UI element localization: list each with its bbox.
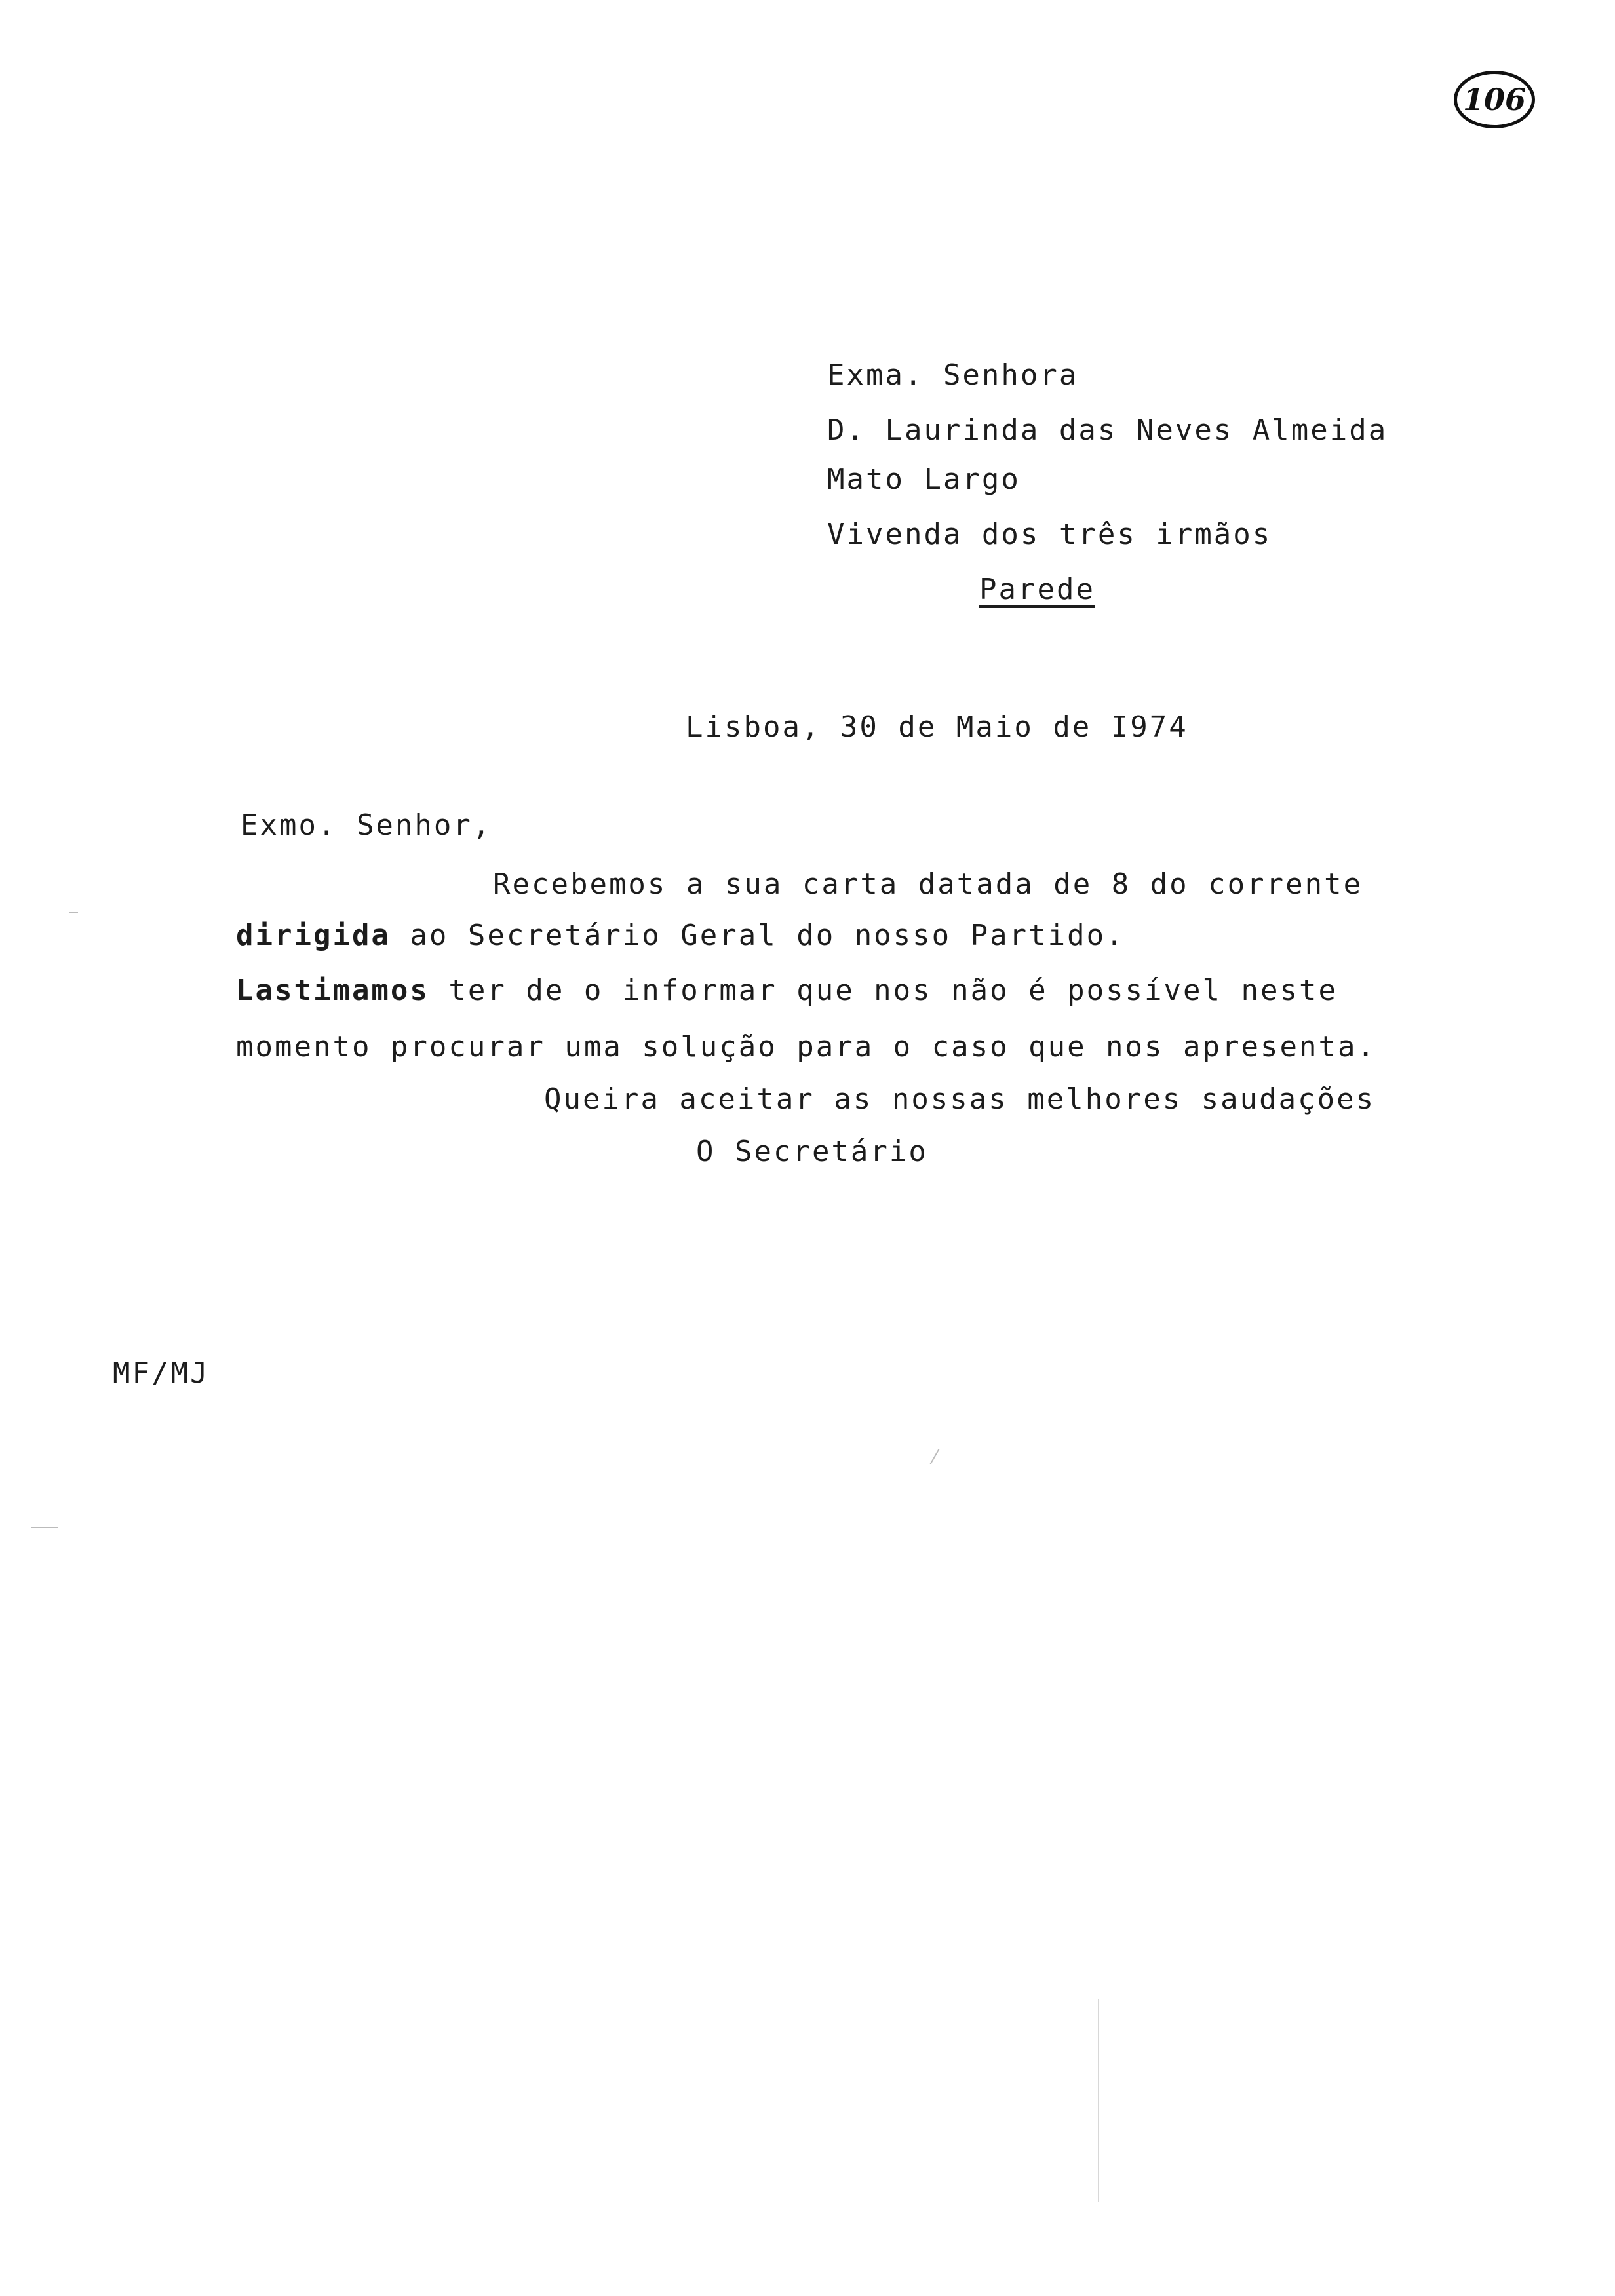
scan-mark xyxy=(69,912,78,913)
body-line-4: momento procurar uma solução para o caso que nos apresenta. xyxy=(236,1030,1376,1063)
body-line-5: Queira aceitar as nossas melhores saudações xyxy=(544,1082,1376,1116)
greeting: Exmo. Senhor, xyxy=(241,809,492,842)
page-number-stamp: 106 xyxy=(1454,71,1535,128)
scan-mark xyxy=(1098,1999,1099,2202)
body-line-2-rest: ao Secretário Geral do nosso Partido. xyxy=(390,919,1125,952)
scan-mark xyxy=(930,1449,940,1464)
body-line-2 xyxy=(236,917,1125,954)
signature: O Secretário xyxy=(696,1135,928,1168)
body-line-2-bold: dirigida xyxy=(236,919,391,952)
recipient-name: D. Laurinda das Neves Almeida xyxy=(827,413,1388,447)
reference-initials: MF/MJ xyxy=(113,1356,210,1390)
body-line-3-bold: Lastimamos xyxy=(236,974,429,1007)
body-line-3-rest: ter de o informar que nos não é possível neste xyxy=(429,974,1338,1007)
recipient-salutation: Exma. Senhora xyxy=(827,358,1079,392)
recipient-city: Parede xyxy=(979,573,1095,606)
recipient-address-line2: Vivenda dos três irmãos xyxy=(827,518,1272,551)
scan-mark xyxy=(31,1527,58,1528)
recipient-address-line1: Mato Largo xyxy=(827,463,1021,496)
date-line: Lisboa, 30 de Maio de I974 xyxy=(686,710,1188,744)
body-line-3 xyxy=(236,972,1338,1009)
body-line-1: Recebemos a sua carta datada de 8 do corrente xyxy=(493,868,1363,901)
